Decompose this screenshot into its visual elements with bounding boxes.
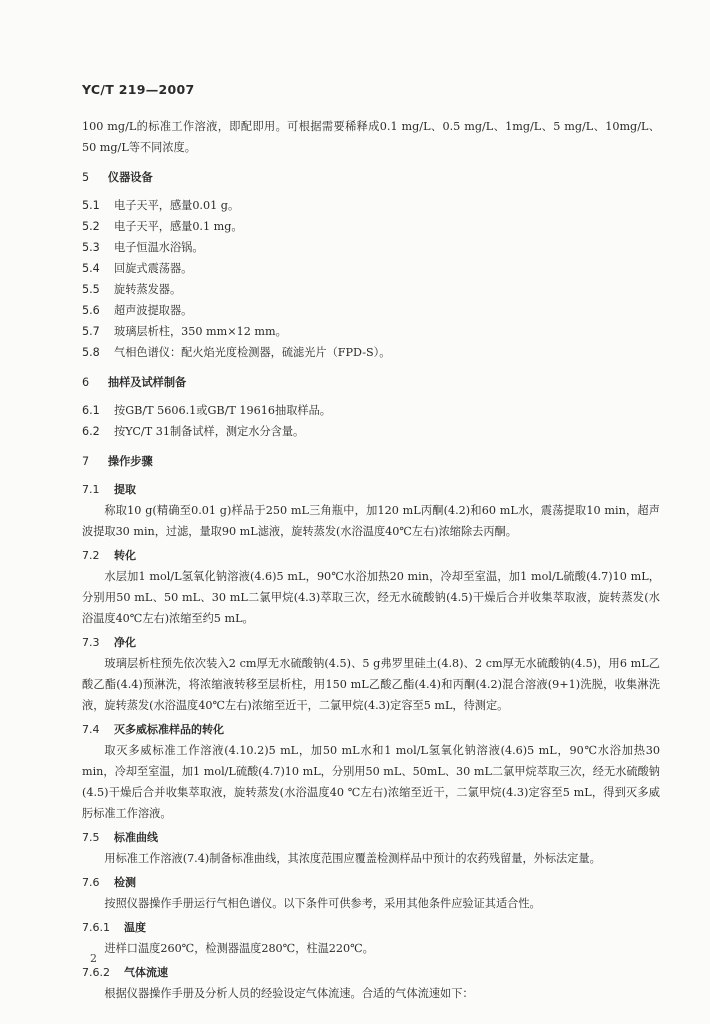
subsection-7-6-heading — [82, 872, 660, 893]
list-item — [82, 216, 660, 237]
section-number: 7 — [82, 455, 90, 468]
item-text: 电子天平，感量0.01 g。 — [114, 199, 240, 212]
item-number: 6.1 — [82, 404, 100, 417]
subsection-7-6-1-text: 进样口温度260℃，检测器温度280℃，柱温220℃。 — [104, 942, 374, 955]
subsection-title: 灭多威标准样品的转化 — [114, 723, 224, 736]
section-number: 5 — [82, 171, 90, 184]
item-text: 旋转蒸发器。 — [114, 283, 182, 296]
item-number: 5.4 — [82, 262, 100, 275]
list-item — [82, 321, 660, 342]
page-content — [82, 116, 660, 1004]
item-number: 5.5 — [82, 283, 100, 296]
item-text: 电子恒温水浴锅。 — [114, 241, 204, 254]
item-number: 5.8 — [82, 346, 100, 359]
subsection-number: 7.3 — [82, 636, 100, 649]
list-item — [82, 400, 660, 421]
subsection-number: 7.2 — [82, 549, 100, 562]
list-item — [82, 195, 660, 216]
subsection-number: 7.1 — [82, 483, 100, 496]
section-title: 抽样及试样制备 — [107, 376, 187, 389]
subsection-number: 7.6.2 — [82, 966, 110, 979]
standard-number-header: YC/T 219—2007 — [82, 82, 195, 97]
subsection-7-3-heading — [82, 632, 660, 653]
list-item — [82, 258, 660, 279]
item-number: 5.7 — [82, 325, 100, 338]
subsection-7-4-heading — [82, 719, 660, 740]
subsection-7-2-heading — [82, 545, 660, 566]
section-7-heading — [82, 451, 660, 472]
subsection-number: 7.6 — [82, 876, 100, 889]
section-6-items — [82, 400, 660, 442]
subsection-7-1-text: 称取10 g(精确至0.01 g)样品于250 mL三角瓶中，加120 mL丙酮(4.2)和60 mL水，震荡提取10 min，超声波提取30 min，过滤，量取90 mL滤液，旋转蒸发(水浴温度40℃左右)浓缩除去丙酮。 — [82, 504, 660, 538]
section-number: 6 — [82, 376, 90, 389]
subsection-7-5-heading — [82, 827, 660, 848]
item-text: 玻璃层析柱，350 mm×12 mm。 — [114, 325, 287, 338]
list-item — [82, 300, 660, 321]
item-text: 电子天平，感量0.1 mg。 — [114, 220, 243, 233]
section-5-heading — [82, 167, 660, 188]
section-title: 操作步骤 — [107, 455, 153, 468]
intro-paragraph: 100 mg/L的标准工作溶液，即配即用。可根据需要稀释成0.1 mg/L、0.5 mg/L、1mg/L、5 mg/L、10mg/L、50 mg/L等不同浓度。 — [82, 120, 660, 154]
item-number: 5.2 — [82, 220, 100, 233]
subsection-7-6-text: 按照仪器操作手册运行气相色谱仪。以下条件可供参考，采用其他条件应验证其适合性。 — [104, 897, 541, 910]
subsection-title: 净化 — [114, 636, 136, 649]
list-item — [82, 421, 660, 442]
list-item — [82, 279, 660, 300]
subsection-7-3-text: 玻璃层析柱预先依次装入2 cm厚无水硫酸钠(4.5)、5 g弗罗里硅土(4.8)、2 cm厚无水硫酸钠(4.5)，用6 mL乙酸乙酯(4.4)预淋洗，将浓缩液转移至层析柱，用150 mL乙酸乙酯(4.4)和丙酮(4.2)混合溶液(9+1)洗脱，收集淋洗液，旋转蒸发(水浴温度40℃左右)浓缩至近干，二氯甲烷(4.3)定容至5 mL，待测定。 — [82, 657, 660, 712]
item-number: 5.1 — [82, 199, 100, 212]
subsection-number: 7.6.1 — [82, 921, 110, 934]
item-text: 气相色谱仪：配火焰光度检测器，硫滤光片（FPD-S）。 — [114, 346, 391, 359]
subsection-7-6-2-heading — [82, 962, 660, 983]
subsection-title: 气体流速 — [124, 966, 168, 979]
item-number: 6.2 — [82, 425, 100, 438]
subsection-7-6-2-text: 根据仪器操作手册及分析人员的经验设定气体流速。合适的气体流速如下： — [104, 987, 474, 1000]
item-text: 按GB/T 5606.1或GB/T 19616抽取样品。 — [114, 404, 331, 417]
subsection-7-6-1-heading — [82, 917, 660, 938]
subsection-7-4-text: 取灭多威标准工作溶液(4.10.2)5 mL，加50 mL水和1 mol/L氢氧化钠溶液(4.6)5 mL，90℃水浴加热30 min，冷却至室温，加1 mol/L硫酸(4.7)10 mL，分别用50 mL、50mL、30 mL二氯甲烷萃取三次，经无水硫酸钠(4.5)干燥后合并收集萃取液，旋转蒸发(水浴温度40 ℃左右)浓缩至近干，二氯甲烷(4.3)定容至5 mL，得到灭多威肟标准工作溶液。 — [82, 744, 660, 820]
subsection-7-1-heading — [82, 479, 660, 500]
item-number: 5.3 — [82, 241, 100, 254]
item-text: 超声波提取器。 — [114, 304, 193, 317]
page-number: 2 — [90, 952, 97, 965]
list-item — [82, 342, 660, 363]
section-title: 仪器设备 — [107, 171, 153, 184]
subsection-number: 7.5 — [82, 831, 100, 844]
subsection-title: 标准曲线 — [114, 831, 158, 844]
item-number: 5.6 — [82, 304, 100, 317]
item-text: 按YC/T 31制备试样，测定水分含量。 — [114, 425, 305, 438]
subsection-7-2-text: 水层加1 mol/L氢氧化钠溶液(4.6)5 mL，90℃水浴加热20 min，冷却至室温，加1 mol/L硫酸(4.7)10 mL，分别用50 mL、50 mL、30 mL二氯甲烷(4.3)萃取三次，经无水硫酸钠(4.5)干燥后合并收集萃取液，旋转蒸发(水浴温度40℃左右)浓缩至约5 mL。 — [82, 570, 660, 625]
list-item — [82, 237, 660, 258]
item-text: 回旋式震荡器。 — [114, 262, 193, 275]
subsection-title: 提取 — [114, 483, 136, 496]
section-6-heading — [82, 372, 660, 393]
section-5-items — [82, 195, 660, 363]
subsection-7-5-text: 用标准工作溶液(7.4)制备标准曲线，其浓度范围应覆盖检测样品中预计的农药残留量，外标法定量。 — [104, 852, 601, 865]
subsection-number: 7.4 — [82, 723, 100, 736]
subsection-title: 温度 — [124, 921, 146, 934]
subsection-title: 转化 — [114, 549, 136, 562]
subsection-title: 检测 — [114, 876, 136, 889]
